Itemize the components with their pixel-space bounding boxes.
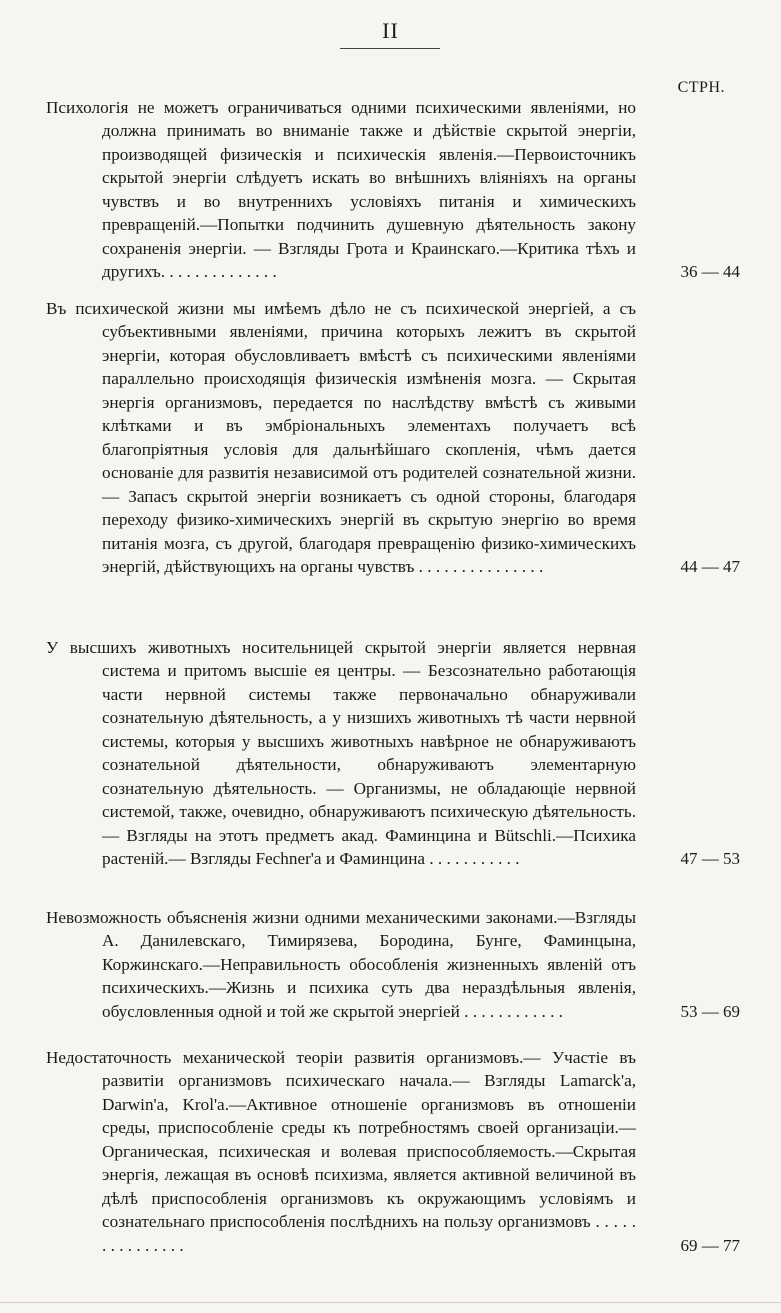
entry-pages: 47 — 53 <box>680 849 740 869</box>
entry-text: У высшихъ животныхъ носительницей скрытой энергіи является нервная система и притомъ высшіе ея центры. — Безсознательно работающія части нервной системы также первоначально обнаруживали сознательную дѣятельность, а у низшихъ животныхъ тѣ части нервной системы, которыя у высшихъ животныхъ навѣрное не обнаруживаютъ сознательной дѣятельности, обнаруживаютъ элементарную сознательную дѣятельность. — Организмы, не обладающіе нервной системой, также, очевидно, обнаруживаютъ психическую дѣятельность. — Взгляды на этотъ предметъ акад. Фаминцина и Bütschli.—Психика растеній.— Взгляды Fechner'a и Фаминцина . . . . . . . . . . . <box>46 638 636 869</box>
entry-text: Психологія не можетъ ограничиваться одними психическими явленіями, но должна принимать во вниманіе также и дѣйствіе скрытой энергіи, производящей физическія и психическія явленія.—Первоисточникъ скрытой энергіи слѣдуетъ искать во внѣшнихъ вліяніяхъ на органы чувствъ и во внутреннихъ условіяхъ питанія и химическихъ превращеній.—Попытки подчинить душевную дѣятельность закону сохраненія энергіи. — Взгляды Грота и Краинскаго.—Критика тѣхъ и другихъ. . . . . . . . . . . . . . <box>46 98 636 282</box>
entry-pages: 69 — 77 <box>680 1235 740 1255</box>
toc-entry <box>46 636 746 871</box>
entry-text: Въ психической жизни мы имѣемъ дѣло не съ психической энергіей, а съ субъективными явленіями, причина которыхъ лежитъ въ скрытой энергіи, которая обусловливаетъ вмѣстѣ съ психическими явленіями параллельно происходящія физическія измѣненія мозга. — Скрытая энергія организмовъ, передается по наслѣдству вмѣстѣ съ живыми клѣтками и въ эмбріональныхъ элементахъ получаетъ всѣ благопріятныя условія для дальнѣйшаго скопленія, чѣмъ дается основаніе для развитія независимой отъ родителей сознательной жизни. — Запасъ скрытой энергіи возникаетъ съ одной стороны, благодаря переходу физико-химическихъ энергій въ скрытую энергію во время питанія мозга, съ другой, благодаря превращенію физико-химическихъ энергій, дѣйствующихъ на органы чувствъ . . . . . . . . . . . . . . . <box>46 299 636 576</box>
header-rule <box>340 48 440 49</box>
page-number: II <box>382 18 399 43</box>
toc-entry <box>46 906 746 1023</box>
entry-text: Недостаточность механической теоріи развитія организмовъ.— Участіе въ развитіи организмовъ психическаго начала.— Взгляды Lamarck'a, Darwin'a, Krol'a.—Активное отношеніе организмовъ въ отношеніи среды, приспособленіе среды къ потребностямъ своей организаціи.—Органическая, психическая и волевая приспособляемость.—Скрытая энергія, лежащая въ основѣ психизма, является активной величиной въ дѣлѣ приспособленія организмовъ къ окружающимъ условіямъ и сознательнаго приспособленія послѣднихъ на пользу организмовъ . . . . . . . . . . . . . . . <box>46 1048 636 1255</box>
page-bottom-edge <box>0 1302 781 1303</box>
toc-entry <box>46 96 746 284</box>
entry-pages: 36 — 44 <box>680 262 740 282</box>
pages-column-header: СТРН. <box>677 79 725 96</box>
toc-entry <box>46 297 746 578</box>
entry-pages: 53 — 69 <box>680 1001 740 1021</box>
toc-entry <box>46 1046 746 1257</box>
entry-pages: 44 — 47 <box>680 556 740 576</box>
entry-text: Невозможность объясненія жизни одними механическими законами.—Взгляды А. Данилевскаго, Тимирязева, Бородина, Бунге, Фаминцына, Коржинскаго.—Неправильность обособленія жизненныхъ явленій отъ психическихъ.—Жизнь и психика суть два нераздѣльныя явленія, обусловленныя одной и той же скрытой энергіей . . . . . . . . . . . . <box>46 908 636 1021</box>
